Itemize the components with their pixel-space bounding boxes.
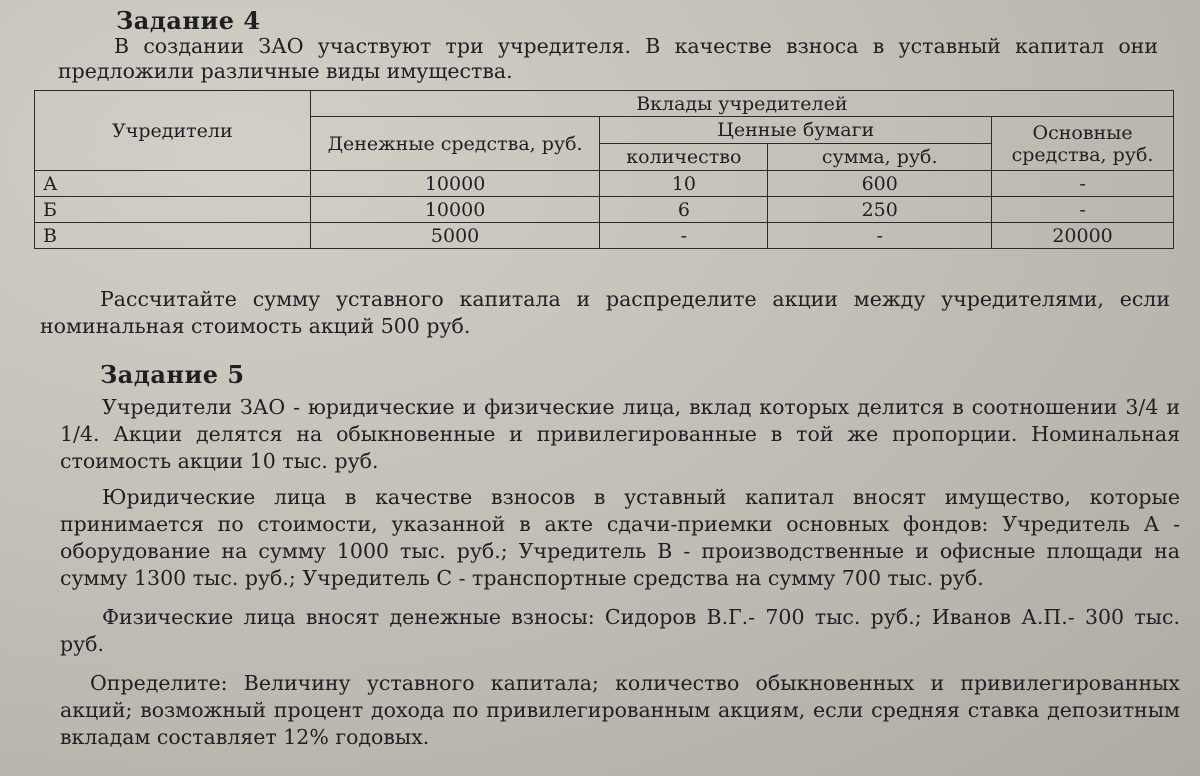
fixed-assets-value: - (992, 197, 1174, 223)
task4-title: Задание 4 (116, 6, 261, 35)
cash-value: 10000 (310, 171, 600, 197)
founder-name: А (35, 171, 311, 197)
founder-name: В (35, 223, 311, 249)
header-fixed-assets: Основные средства, руб. (992, 117, 1174, 171)
founder-name: Б (35, 197, 311, 223)
header-founders: Учредители (35, 91, 311, 171)
task4-intro: В создании ЗАО участвуют три учредителя. В качестве взноса в уставный капитал они предложили различные виды имущества. (58, 34, 1158, 83)
header-contributions: Вклады учредителей (310, 91, 1173, 117)
task5-title: Задание 5 (100, 360, 245, 389)
sum-value: - (768, 223, 992, 249)
quantity-value: 10 (600, 171, 768, 197)
task5-paragraph-3: Физические лица вносят денежные взносы: Сидоров В.Г.- 700 тыс. руб.; Иванов А.П.- 300 тыс. руб. (60, 605, 1180, 656)
header-quantity: количество (600, 144, 768, 171)
task5-paragraph-4: Определите: Величину уставного капитала; количество обыкновенных и привилегированных акций; возможный процент дохода по привилегированным акциям, если средняя ставка депозитным вкладам составляет 12% годовых. (60, 671, 1180, 749)
table-row (35, 197, 1174, 223)
table-row (35, 171, 1174, 197)
cash-value: 10000 (310, 197, 600, 223)
task4-question: Рассчитайте сумму уставного капитала и распределите акции между учредителями, если номинальная стоимость акций 500 руб. (40, 287, 1170, 338)
fixed-assets-value: 20000 (992, 223, 1174, 249)
cash-value: 5000 (310, 223, 600, 249)
fixed-assets-value: - (992, 171, 1174, 197)
task5-paragraph-2: Юридические лица в качестве взносов в уставный капитал вносят имущество, которые принимается по стоимости, указанной в акте сдачи-приемки основных фондов: Учредитель А - оборудование на сумму 1000 тыс. руб.; Учредитель В - производственные и офисные площади на сумму 1300 тыс. руб.; Учредитель С - транспортные средства на сумму 700 тыс. руб. (60, 485, 1180, 590)
task5-paragraph-1: Учредители ЗАО - юридические и физические лица, вклад которых делится в соотношении 3/4 и 1/4. Акции делятся на обыкновенные и привилегированные в той же пропорции. Номинальная стоимость акции 10 тыс. руб. (60, 395, 1180, 473)
quantity-value: 6 (600, 197, 768, 223)
table-row (35, 223, 1174, 249)
contributions-table (34, 90, 1174, 249)
header-sum: сумма, руб. (768, 144, 992, 171)
quantity-value: - (600, 223, 768, 249)
header-securities: Ценные бумаги (600, 117, 992, 144)
sum-value: 600 (768, 171, 992, 197)
sum-value: 250 (768, 197, 992, 223)
header-cash: Денежные средства, руб. (310, 117, 600, 171)
